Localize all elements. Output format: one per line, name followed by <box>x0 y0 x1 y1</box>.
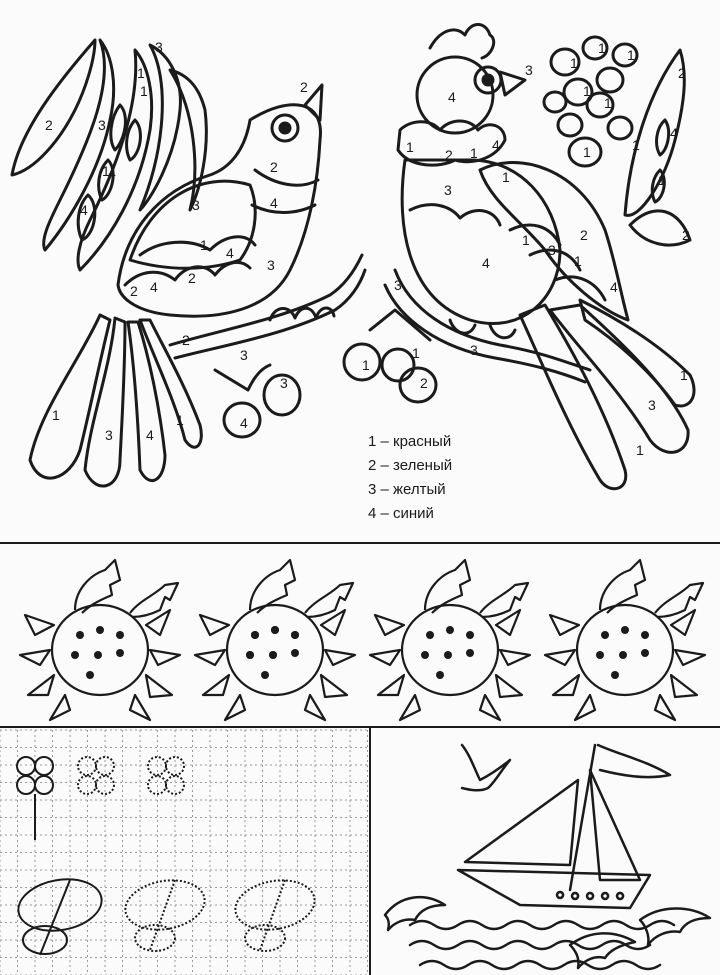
region-number: 2 <box>182 332 190 348</box>
region-number: 2 <box>188 270 196 286</box>
region-number: 4 <box>226 245 234 261</box>
region-number: 1 <box>583 83 591 99</box>
region-number: 4 <box>150 279 158 295</box>
region-number: 1 <box>522 232 530 248</box>
region-number: 2 <box>300 79 308 95</box>
crab-dot <box>601 631 609 639</box>
region-number: 1 <box>570 55 578 71</box>
left-bird-tail-1 <box>30 315 110 478</box>
region-number: 3 <box>444 182 452 198</box>
legend-item-4: 4 – синий <box>368 505 434 522</box>
flower-example-solid <box>17 757 53 840</box>
region-number: 3 <box>192 197 200 213</box>
region-number: 1 <box>627 47 635 63</box>
region-number: 3 <box>648 397 656 413</box>
crab-dot <box>421 651 429 659</box>
region-number: 1 <box>200 237 208 253</box>
region-number: 1 <box>102 163 110 179</box>
crab-dot <box>641 649 649 657</box>
region-number: 3 <box>548 242 556 258</box>
crab-dot <box>76 631 84 639</box>
region-number: 3 <box>98 117 106 133</box>
left-bird-eye-inner <box>280 123 290 133</box>
crab-dot <box>116 649 124 657</box>
region-number: 2 <box>45 117 53 133</box>
crab-dot <box>261 671 269 679</box>
flower-example-dotted-1 <box>78 757 114 794</box>
crab-dot <box>444 651 452 659</box>
region-number: 1 <box>470 145 478 161</box>
region-number: 4 <box>146 427 154 443</box>
left-bird-neck-band <box>255 170 318 185</box>
crab-row <box>20 560 705 720</box>
legend-item-2: 2 – зеленый <box>368 457 453 474</box>
waves <box>410 921 674 969</box>
region-number: 1 <box>598 40 606 56</box>
legend-item-3: 3 – желтый <box>368 481 446 498</box>
region-number: 2 <box>420 375 428 391</box>
region-number: 3 <box>394 277 402 293</box>
main-sail <box>590 770 640 880</box>
right-bird-crest <box>430 24 494 58</box>
crab-dot <box>611 671 619 679</box>
crab-dot <box>251 631 259 639</box>
right-bird-belly-feathers <box>410 205 500 225</box>
crab-dot <box>619 651 627 659</box>
region-number: 1 <box>632 137 640 153</box>
region-number: 4 <box>108 165 116 181</box>
left-bird-petal-d <box>127 120 141 160</box>
crab-2 <box>195 560 355 720</box>
crab-3 <box>370 560 530 720</box>
portholes <box>557 892 623 899</box>
right-bird-tail-2 <box>550 305 688 452</box>
region-number: 1 <box>574 253 582 269</box>
region-number: 2 <box>130 283 138 299</box>
seagull <box>462 745 510 790</box>
region-number: 1 <box>137 65 145 81</box>
hull <box>458 870 650 908</box>
region-number: 1 <box>680 367 688 383</box>
region-number: 1 <box>583 144 591 160</box>
right-bird <box>344 24 694 488</box>
region-number: 1 <box>604 95 612 111</box>
left-bird-tail-3 <box>128 322 165 481</box>
sailboat-scene <box>385 745 710 969</box>
region-number: 3 <box>280 375 288 391</box>
region-number: 4 <box>240 415 248 431</box>
region-number: 4 <box>80 202 88 218</box>
jib-sail <box>465 780 578 865</box>
region-number: 1 <box>406 139 414 155</box>
region-number: 2 <box>682 227 690 243</box>
region-number: 4 <box>448 89 456 105</box>
right-bird-tail-3 <box>580 300 694 406</box>
color-legend <box>368 430 452 526</box>
crab-dot <box>466 649 474 657</box>
dolphin-right <box>640 908 710 945</box>
region-number: 3 <box>470 342 478 358</box>
region-number: 4 <box>610 279 618 295</box>
crab-dot <box>94 651 102 659</box>
flag <box>598 745 670 777</box>
region-number: 4 <box>482 255 490 271</box>
region-number: 1 <box>176 412 184 428</box>
flower-example-dotted-2 <box>148 757 184 794</box>
region-number: 1 <box>636 442 644 458</box>
legend-item-1: 1 – красный <box>368 433 452 450</box>
region-number: 2 <box>580 227 588 243</box>
leaf-example-solid <box>14 873 105 955</box>
region-number: 3 <box>525 62 533 78</box>
crab-dot <box>116 631 124 639</box>
region-number: 1 <box>140 83 148 99</box>
grid-examples <box>14 757 318 955</box>
crab-dot <box>96 626 104 634</box>
crab-dot <box>621 626 629 634</box>
crab-dot <box>426 631 434 639</box>
crab-dot <box>641 631 649 639</box>
region-number: 1 <box>362 357 370 373</box>
left-cherry-stem <box>215 365 270 390</box>
region-number: 4 <box>492 137 500 153</box>
region-number: 3 <box>267 257 275 273</box>
region-number: 3 <box>155 39 163 55</box>
crab-dot <box>71 651 79 659</box>
crab-dot <box>86 671 94 679</box>
region-number: 1 <box>502 169 510 185</box>
region-number: 4 <box>670 125 678 141</box>
region-number: 3 <box>105 427 113 443</box>
crab-dot <box>269 651 277 659</box>
crab-dot <box>291 649 299 657</box>
crab-dot <box>271 626 279 634</box>
left-bird-branch-2 <box>175 270 365 358</box>
crab-dot <box>291 631 299 639</box>
region-number: 1 <box>658 172 666 188</box>
region-number: 3 <box>240 347 248 363</box>
region-number: 4 <box>270 195 278 211</box>
region-number: 2 <box>678 65 686 81</box>
left-bird-wing-feathers-2 <box>140 237 255 255</box>
region-number: 2 <box>270 159 278 175</box>
crab-dot <box>436 671 444 679</box>
crab-4 <box>545 560 705 720</box>
crab-dot <box>246 651 254 659</box>
left-bird-neck-band-2 <box>252 205 315 213</box>
crab-dot <box>596 651 604 659</box>
right-leaf-2 <box>630 211 690 245</box>
right-bird-beak <box>500 72 525 95</box>
dolphin-bottom <box>570 933 635 968</box>
region-number: 1 <box>52 407 60 423</box>
region-number: 1 <box>412 345 420 361</box>
right-bird-eye-inner <box>483 75 493 85</box>
crab-1 <box>20 560 180 720</box>
region-number: 2 <box>445 147 453 163</box>
crab-dot <box>466 631 474 639</box>
left-bird <box>12 40 365 486</box>
crab-dot <box>446 626 454 634</box>
